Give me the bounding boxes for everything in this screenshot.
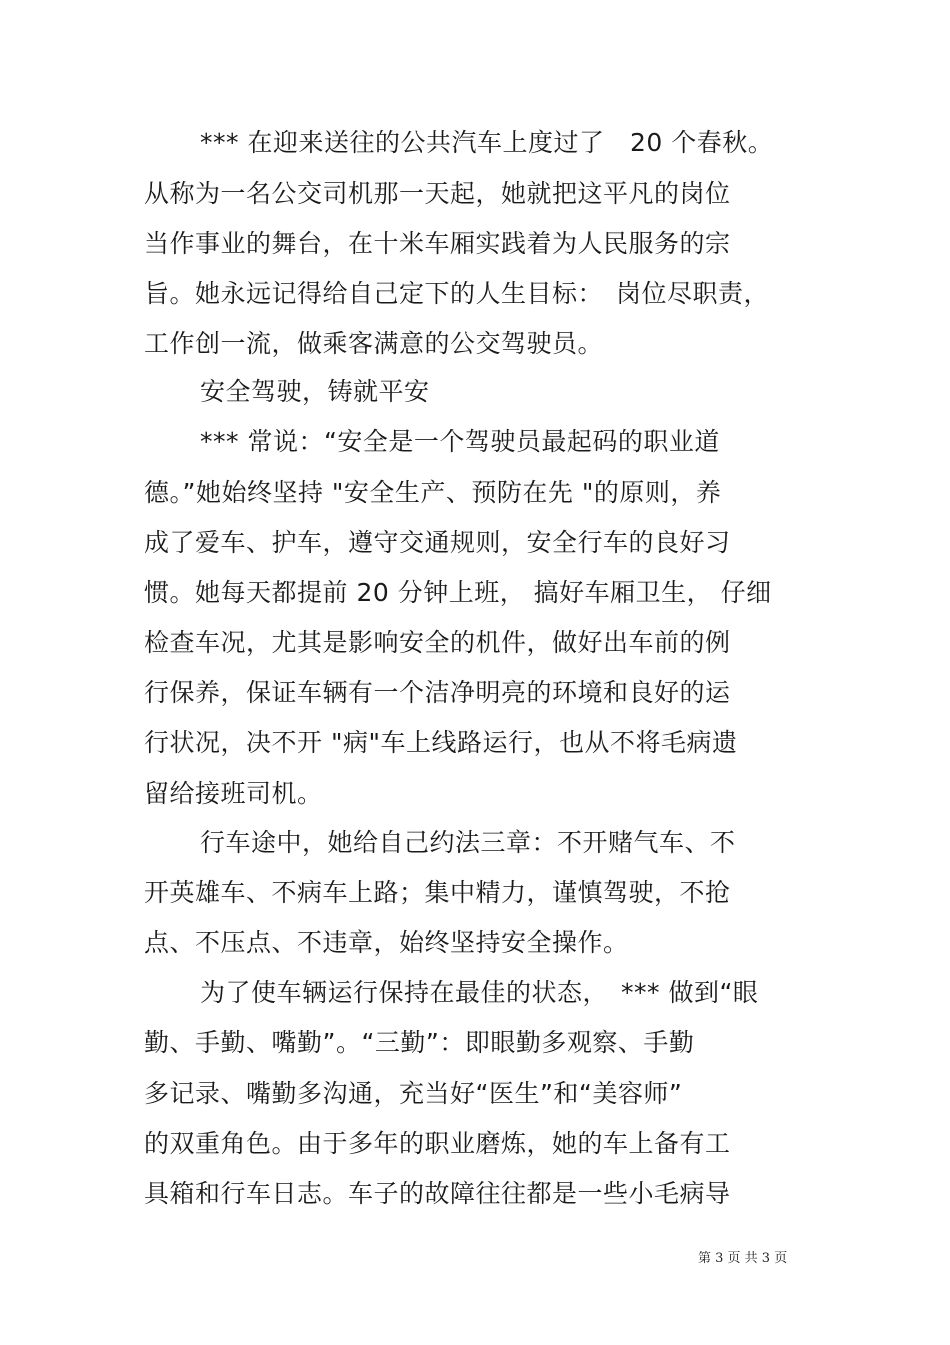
text-line: 行车途中，她给自己约法三章：不开赌气车、不 bbox=[200, 828, 736, 857]
text-line: 德。”她始终坚持 "安全生产、预防在先 "的原则，养 bbox=[144, 478, 722, 507]
text-line: 开英雄车、不病车上路；集中精力，谨慎驾驶，不抢 bbox=[144, 878, 731, 907]
text-line: 惯。她每天都提前 20 分钟上班， 搞好车厢卫生， 仔细 bbox=[144, 578, 772, 607]
text-line: 工作创一流，做乘客满意的公交驾驶员。 bbox=[144, 329, 604, 358]
text-line: 为了使车辆运行保持在最佳的状态， *** 做到“眼 bbox=[200, 978, 759, 1007]
page-number: 第 3 页 共 3 页 bbox=[698, 1251, 788, 1266]
text-line: 行保养，保证车辆有一个洁净明亮的环境和良好的运 bbox=[144, 678, 731, 707]
text-line: *** 常说：“安全是一个驾驶员最起码的职业道 bbox=[200, 427, 720, 456]
text-line: 留给接班司机。 bbox=[144, 779, 323, 808]
text-line: 当作事业的舞台，在十米车厢实践着为人民服务的宗 bbox=[144, 229, 731, 258]
section-heading: 安全驾驶，铸就平安 bbox=[200, 377, 430, 406]
text-line: 点、不压点、不违章，始终坚持安全操作。 bbox=[144, 928, 629, 957]
text-line: 检查车况，尤其是影响安全的机件，做好出车前的例 bbox=[144, 628, 731, 657]
text-line: 具箱和行车日志。车子的故障往往都是一些小毛病导 bbox=[144, 1179, 731, 1208]
text-line: 从称为一名公交司机那一天起，她就把这平凡的岗位 bbox=[144, 179, 731, 208]
text-line: *** 在迎来送往的公共汽车上度过了 20 个春秋。 bbox=[200, 128, 774, 157]
text-line: 成了爱车、护车，遵守交通规则，安全行车的良好习 bbox=[144, 528, 731, 557]
text-line: 的双重角色。由于多年的职业磨炼，她的车上备有工 bbox=[144, 1129, 731, 1158]
text-line: 多记录、嘴勤多沟通，充当好“医生”和“美容师” bbox=[144, 1079, 683, 1108]
text-line: 行状况，决不开 "病"车上线路运行，也从不将毛病遗 bbox=[144, 728, 738, 757]
text-line: 勤、手勤、嘴勤”。“三勤”：即眼勤多观察、手勤 bbox=[144, 1028, 695, 1057]
text-line: 旨。她永远记得给自己定下的人生目标： 岗位尽职责， bbox=[144, 279, 770, 308]
